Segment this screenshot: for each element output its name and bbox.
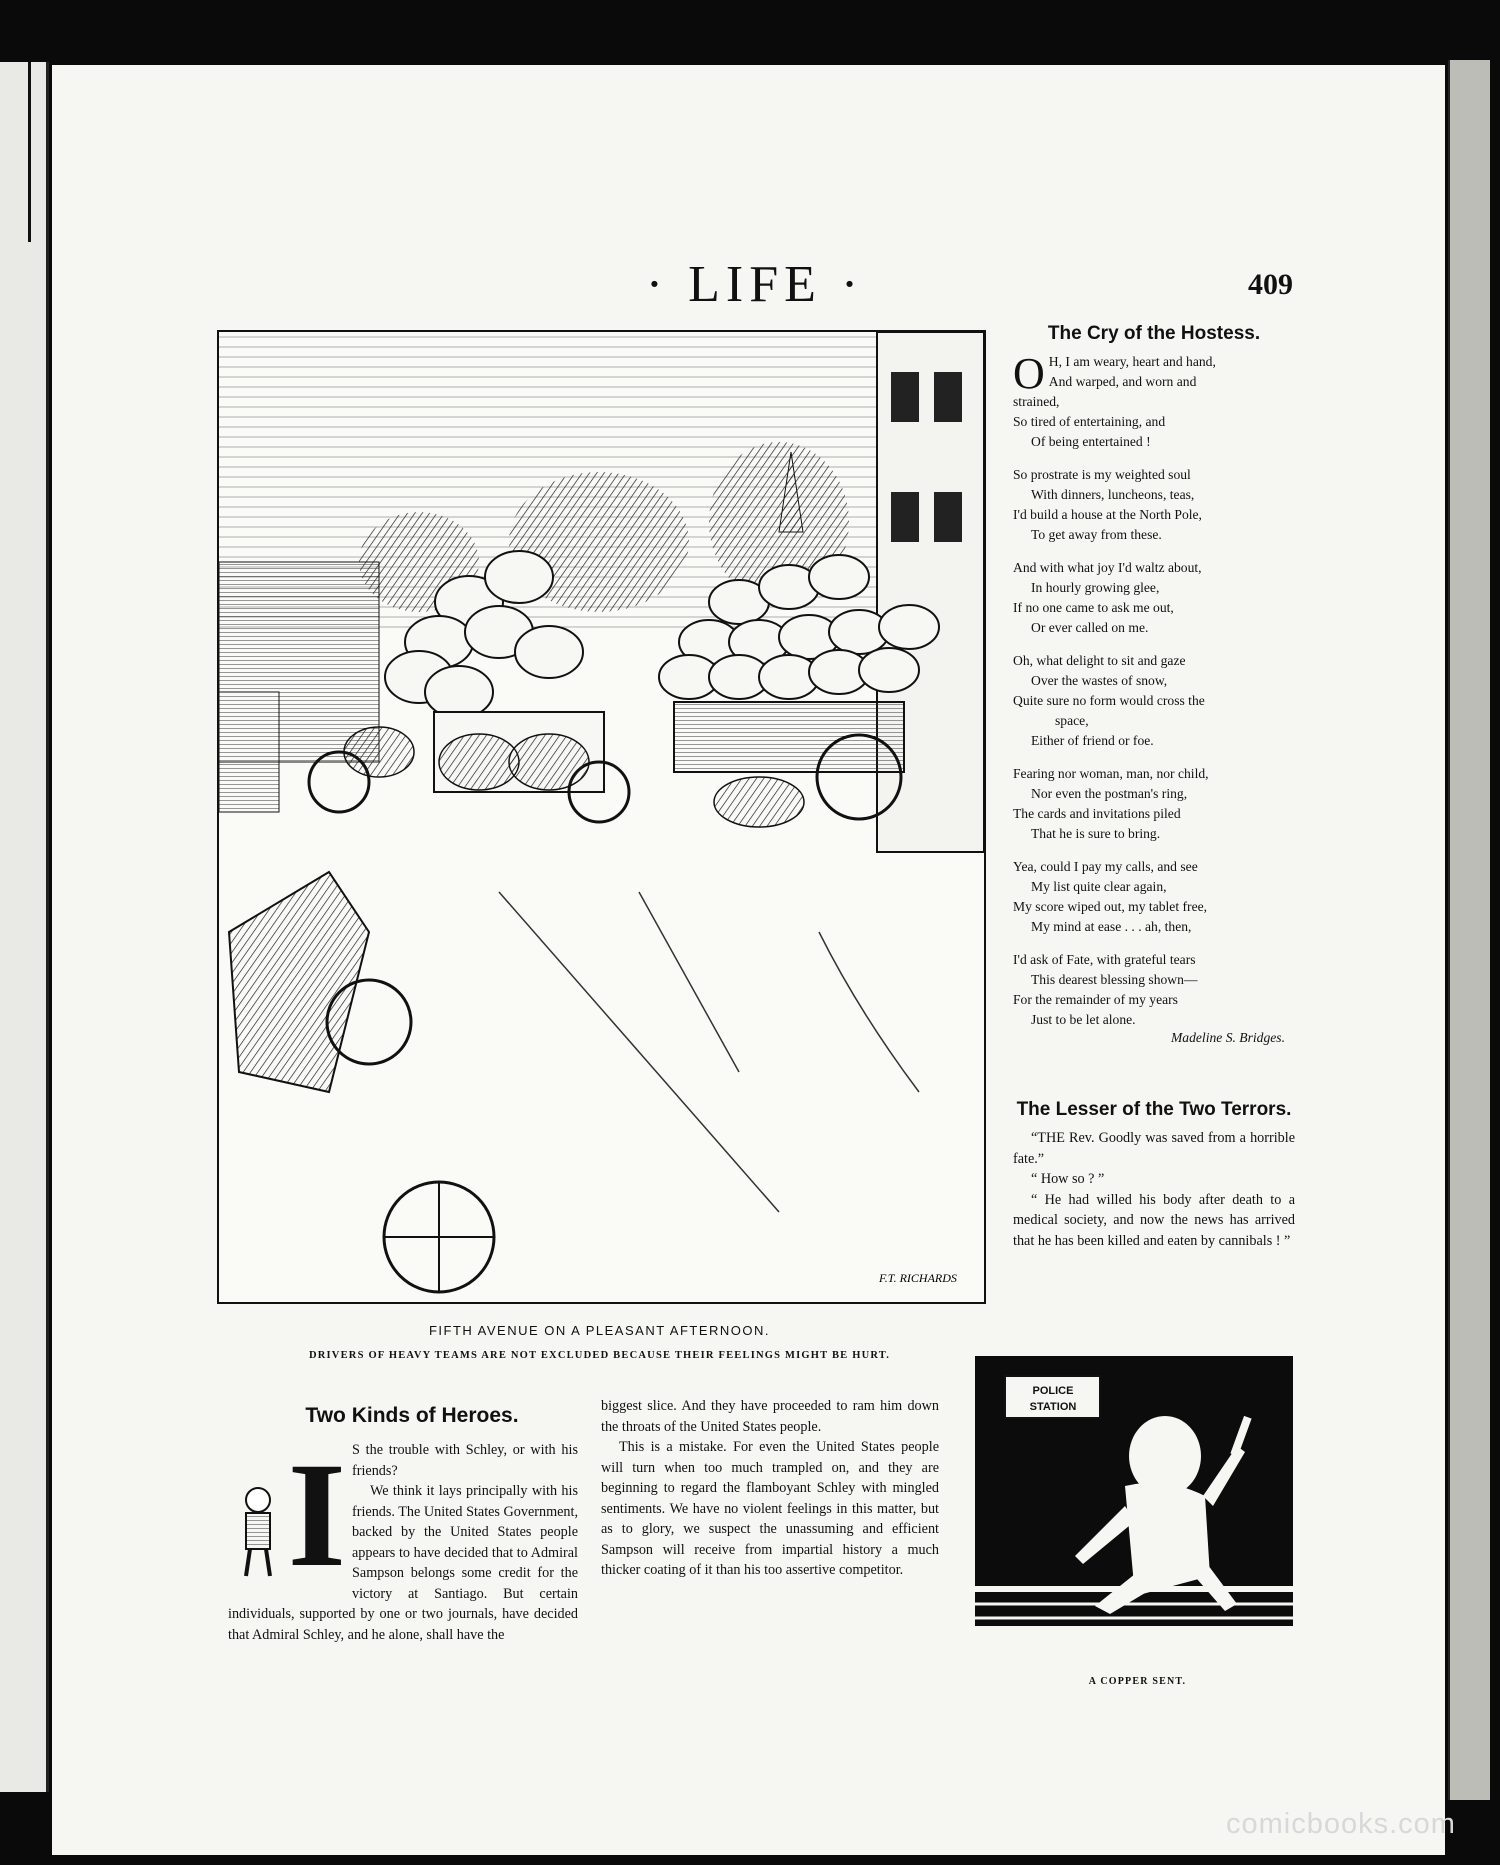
poem-author: Madeline S. Bridges. [1170,1030,1285,1045]
article-column-1 [228,1432,578,1645]
poem-line: The cards and invitations piled [1013,806,1181,821]
poem-line: I'd build a house at the North Pole, [1013,507,1202,522]
poem-title: The Cry of the Hostess. [1047,323,1261,344]
stanza-4 [1013,651,1295,751]
article-col2-text [601,1396,939,1581]
stanza-3 [1013,558,1295,638]
stanza-6 [1013,857,1295,937]
lesser-title: The Lesser of the Two Terrors. [1016,1099,1292,1120]
poem-line: Either of friend or foe. [1031,733,1154,748]
poem-line: Yea, could I pay my calls, and see [1013,859,1198,874]
page-number: 409 [1248,268,1293,301]
poem-line: I'd ask of Fate, with grateful tears [1013,952,1196,967]
poem-line: Of being entertained ! [1031,434,1151,449]
article-dropcap: I [287,1432,346,1598]
poem-line: To get away from these. [1031,527,1162,542]
lesser-terrors [1013,1098,1295,1251]
stanza-7 [1013,950,1295,1030]
article-column-2 [601,1396,939,1581]
poem-line: So tired of entertaining, and [1013,414,1166,429]
poem-line: That he is sure to bring. [1031,826,1161,841]
poem-line: space, [1055,713,1089,728]
poem-line: And with what joy I'd waltz about, [1013,560,1202,575]
poem-dropcap: O [1013,349,1045,398]
watermark: comicbooks.com [1226,1808,1456,1840]
article-dropcap-illustration [228,1432,346,1598]
poem-line: This dearest blessing shown— [1031,972,1198,987]
poem-line: My score wiped out, my tablet free, [1013,899,1208,914]
poem-line: Just to be let alone. [1031,1012,1136,1027]
illustration-caption: FIFTH AVENUE ON A PLEASANT AFTERNOON. [428,1323,771,1338]
article-paragraph: We think it lays principally with his friends. The United States Government, backed by the United States people appears to have decided that to Admiral Sampson belongs some credit for the victory at Santiago. But certain individuals, supported by one or two journals, have decided that Admiral Schley, and he alone, shall have the [228,1483,578,1643]
poem-line: My list quite clear again, [1031,879,1167,894]
poem-line: Fearing nor woman, man, nor child, [1013,766,1209,781]
article-paragraph: biggest slice. And they have proceeded to ram him down the throats of the United States people. [601,1398,939,1435]
article-paragraph: S the trouble with Schley, or with his friends? [352,1442,578,1479]
poem-line: Nor even the postman's ring, [1031,786,1188,801]
fifth-avenue-illustration [217,330,986,1304]
poem-line: Quite sure no form would cross the [1013,693,1205,708]
engraving-image [219,332,984,1302]
masthead: · LIFE · [645,256,865,313]
poem-line: H, I am weary, heart and hand, [1048,354,1216,369]
article-title: Two Kinds of Heroes. [305,1404,519,1427]
police-station-cartoon [975,1356,1300,1640]
poem-line: Or ever called on me. [1031,620,1149,635]
lesser-line: “ He had willed his body after death to a medical society, and now the news has arrived that he has been killed and eaten by cannibals ! ” [1013,1191,1295,1249]
poem-line: With dinners, luncheons, teas, [1031,487,1195,502]
poem-hostess [1013,322,1295,1046]
illustration-subcaption: DRIVERS OF HEAVY TEAMS ARE NOT EXCLUDED BECAUSE THEIR FEELINGS MIGHT BE HURT. [308,1350,891,1361]
lesser-text [1013,1128,1295,1251]
stanza-5 [1013,764,1295,844]
svg-text:POLICE: POLICE [1032,1385,1074,1397]
cartoon-caption: A COPPER SENT. [1088,1676,1187,1687]
poem-line: So prostrate is my weighted soul [1013,467,1191,482]
poem-line: Over the wastes of snow, [1031,673,1168,688]
poem-line: My mind at ease . . . ah, then, [1031,919,1192,934]
facing-page-edge [0,62,49,1792]
poem-line: Oh, what delight to sit and gaze [1013,653,1186,668]
cartoon-image [975,1356,1300,1640]
poem-line: If no one came to ask me out, [1013,600,1174,615]
stanza-2 [1013,465,1295,545]
poem-line: strained, [1013,394,1060,409]
svg-text:STATION: STATION [1029,1401,1077,1413]
lesser-line: “THE Rev. Goodly was saved from a horrible fate.” [1013,1130,1295,1167]
sailor-figure-icon [228,1480,288,1580]
lesser-line: “ How so ? ” [1031,1171,1105,1187]
poem-line: In hourly growing glee, [1031,580,1160,595]
poem-line: For the remainder of my years [1013,992,1178,1007]
article-paragraph: This is a mistake. For even the United States people will turn when too much trampled on, and they are beginning to regard the flamboyant Schley with mingled sentiments. We have no violent feelings in this matter, but as to glory, we suspect the unassuming and efficient Sampson will receive from impartial history a much thicker coating of it than his too assertive competitor. [601,1439,939,1578]
artist-signature: F.T. RICHARDS [879,1271,957,1285]
poem-line: And warped, and worn and [1048,374,1197,389]
stanza-1 [1013,349,1295,452]
page-stack-edge [1448,60,1490,1800]
